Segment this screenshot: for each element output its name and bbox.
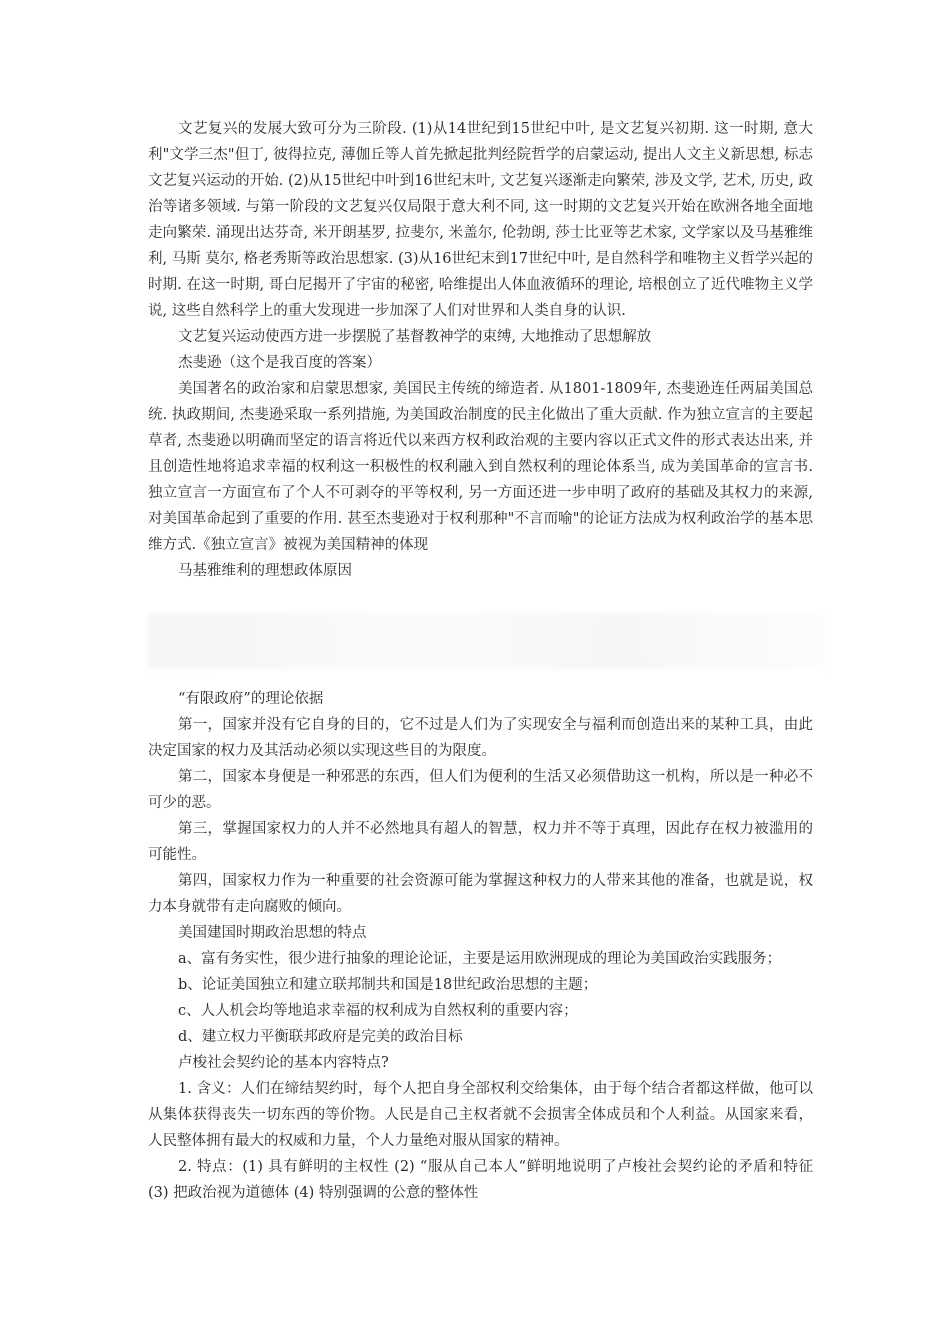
paragraph-renaissance-stages: 文艺复兴的发展大致可分为三阶段. (1)从14世纪到15世纪中叶, 是文艺复兴初期. 这一时期, 意大利"文学三杰"但丁, 彼得拉克, 薄伽丘等人首先掀起批判经院哲学的启蒙运动, 提出人文主义新思想, 标志文艺复兴运动的开始. (2)从15世纪中叶到16世纪末叶, 文艺复兴逐渐走向繁荣, 涉及文学, 艺术, 历史, 政治等诸多领域. 与第一阶段的文艺复兴仅局限于意大利不同, 这一时期的文艺复兴开始在欧洲各地全面地走向繁荣. 涌现出达芬奇, 米开朗基罗, 拉斐尔, 米盖尔, 伦勃朗, 莎士比亚等艺术家, 文学家以及马基雅维利, 马斯 莫尔, 格老秀斯等政治思想家. (3)从16世纪末到17世纪中叶, 是自然科学和唯物主义哲学兴起的时期. 在这一时期, 哥白尼揭开了宇宙的秘密, 哈维提出人体血液循环的理论, 培根创立了近代唯物主义学说, 这些自然科学上的重大发现进一步加深了人们对世界和人类自身的认识. — [148, 121, 813, 319]
section-limited-government — [148, 686, 813, 1206]
list-item-c: c、人人机会均等地追求幸福的权利成为自然权利的重要内容； — [178, 1003, 578, 1019]
paragraph-third: 第三，掌握国家权力的人并不必然地具有超人的智慧，权力并不等于真理，因此存在权力被滥用的可能性。 — [148, 821, 813, 863]
heading-machiavelli: 马基雅维利的理想政体原因 — [178, 563, 352, 579]
paragraph-second: 第二，国家本身便是一种邪恶的东西，但人们为便利的生活又必须借助这一机构，所以是一种必不可少的恶。 — [148, 769, 813, 811]
heading-us-founding-thought: 美国建国时期政治思想的特点 — [178, 925, 367, 941]
heading-rousseau: 卢梭社会契约论的基本内容特点? — [178, 1055, 389, 1071]
heading-jefferson: 杰斐逊（这个是我百度的答案） — [178, 355, 381, 371]
scan-smudge — [148, 613, 828, 669]
paragraph-jefferson: 美国著名的政治家和启蒙思想家, 美国民主传统的缔造者. 从1801-1809年, 杰斐逊连任两届美国总统. 执政期间, 杰斐逊采取一系列措施, 为美国政治制度的民主化做出了重大贡献. 作为独立宣言的主要起草者, 杰斐逊以明确而坚定的语言将近代以来西方权利政治观的主要内容以正式文件的形式表达出来, 并且创造性地将追求幸福的权利这一积极性的权利融入到自然权利的理论体系当, 成为美国革命的宣言书. 独立宣言一方面宣布了个人不可剥夺的平等权利, 另一方面还进一步申明了政府的基础及其权力的来源, 对美国革命起到了重要的作用. 甚至杰斐逊对于权利那种"不言而喻"的论证方法成为权利政治学的基本思维方式.《独立宣言》被视为美国精神的体现 — [148, 381, 813, 553]
list-item-d: d、建立权力平衡联邦政府是完美的政治目标 — [178, 1029, 463, 1045]
section-renaissance — [148, 116, 813, 584]
paragraph-rousseau-features: 2. 特点：(1) 具有鲜明的主权性 (2) “服从自己本人“鲜明地说明了卢梭社会契约论的矛盾和特征 (3) 把政治视为道德体 (4) 特别强调的公意的整体性 — [148, 1159, 813, 1201]
paragraph-renaissance-conclusion: 文艺复兴运动使西方进一步摆脱了基督教神学的束缚, 大地推动了思想解放 — [178, 329, 652, 345]
paragraph-first: 第一，国家并没有它自身的目的，它不过是人们为了实现安全与福利而创造出来的某种工具，由此决定国家的权力及其活动必须以实现这些目的为限度。 — [148, 717, 813, 759]
paragraph-rousseau-meaning: 1. 含义：人们在缔结契约时，每个人把自身全部权利交给集体，由于每个结合者都这样做，他可以从集体获得丧失一切东西的等价物。人民是自己主权者就不会损害全体成员和个人利益。从国家来看，人民整体拥有最大的权威和力量，个人力量绝对服从国家的精神。 — [148, 1081, 813, 1149]
list-item-b: b、论证美国独立和建立联邦制共和国是18世纪政治思想的主题； — [178, 977, 598, 993]
list-item-a: a、富有务实性，很少进行抽象的理论论证，主要是运用欧洲现成的理论为美国政治实践服务； — [178, 951, 782, 967]
paragraph-fourth: 第四，国家权力作为一种重要的社会资源可能为掌握这种权力的人带来其他的准备，也就是说，权力本身就带有走向腐败的倾向。 — [148, 873, 813, 915]
heading-limited-government: “有限政府”的理论依据 — [178, 691, 324, 707]
